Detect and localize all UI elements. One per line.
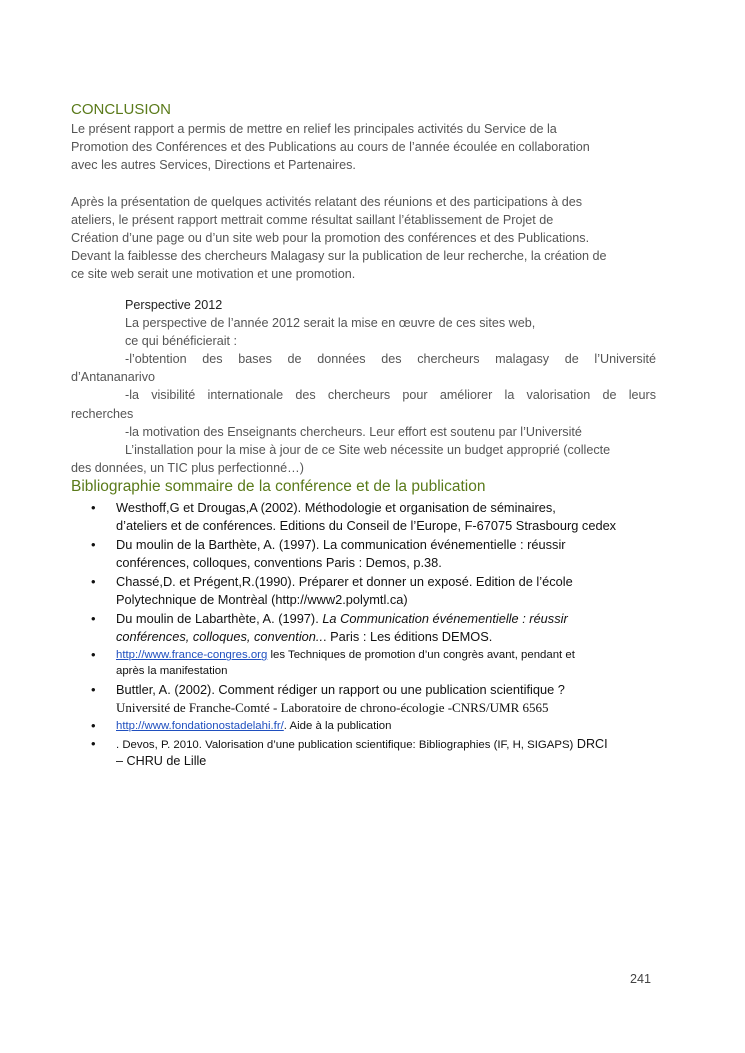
bib-text: Westhoff,G et Drougas,A (2002). Méthodologie et organisation de séminaires, [116,500,556,516]
text-line: -la visibilité internationale des chercheurs pour améliorer la valorisation de leurs [125,388,656,403]
perspective-section [71,314,656,478]
bib-text: conférences, colloques, conventions Paris : Demos, p.38. [116,555,442,571]
bib-text: Polytechnique de Montrèal (http://www2.polymtl.ca) [116,592,408,608]
list-item [71,536,656,572]
bib-text: . Devos, P. 2010. Valorisation d’une publication scientifique: Bibliographies (IF, H, SIGAPS) [116,739,574,752]
text-line: -l’obtention des bases de données des chercheurs malagasy de l’Université [125,352,656,367]
conclusion-paragraph-1 [71,120,656,175]
bib-text: Chassé,D. et Prégent,R.(1990). Préparer et donner un exposé. Edition de l’école [116,574,573,590]
text-line: Promotion des Conférences et des Publications au cours de l’année écoulée en collaboration [71,140,590,155]
text-line: des données, un TIC plus perfectionné…) [71,461,304,476]
list-item [71,610,656,646]
bib-text: après la manifestation [116,665,228,678]
text-line: ce site web serait une motivation et une promotion. [71,267,356,282]
bib-text: d’ateliers et de conférences. Editions du Conseil de l’Europe, F-67075 Strasbourg cedex [116,518,617,534]
text-line: ce qui bénéficierait : [125,333,238,348]
bib-text: DRCI [573,737,608,752]
text-line: d’Antananarivo [71,370,156,385]
text-line: Le présent rapport a permis de mettre en relief les principales activités du Service de la [71,122,557,136]
text-line: Après la présentation de quelques activités relatant des réunions et des participations à des [71,194,583,209]
text-line: Création d’une page ou d’un site web pour la promotion des conférences et des Publications. [71,231,590,246]
bib-text: Du moulin de la Barthète, A. (1997). La communication événementielle : réussir [116,537,566,553]
list-item [71,573,656,609]
list-item [71,718,656,734]
fondation-link[interactable]: http://www.fondationostadelahi.fr/ [116,720,284,733]
page-number: 241 [630,972,652,986]
bib-italic-text: conférences, colloques, convention.. [116,629,324,645]
bib-text: – CHRU de Lille [116,754,207,769]
text-line: L’installation pour la mise à jour de ce Site web nécessite un budget approprié (collecte [125,443,611,458]
bib-text: . Aide à la publication [283,720,392,733]
list-item [71,736,656,770]
bib-italic-text: La Communication événementielle : réussir [322,611,568,627]
bib-text: Du moulin de Labarthète, A. (1997). [116,611,323,627]
conclusion-heading: CONCLUSION [71,101,172,118]
list-item [71,681,656,717]
text-line: -la motivation des Enseignants chercheurs. Leur effort est soutenu par l’Université [125,424,582,439]
conclusion-paragraph-2 [71,193,656,284]
bibliography-list [71,499,656,770]
bib-text: Buttler, A. (2002). Comment rédiger un rapport ou une publication scientifique ? [116,682,565,698]
bibliography-heading: Bibliographie sommaire de la conférence et de la publication [71,478,486,496]
france-congres-link[interactable]: http://www.france-congres.org [116,649,268,662]
text-line: ateliers, le présent rapport mettrait comme résultat saillant l’établissement de Projet de [71,212,554,227]
list-item [71,647,656,679]
text-line: La perspective de l’année 2012 serait la mise en œuvre de ces sites web, [125,315,536,330]
text-line: recherches [71,406,134,421]
list-item [71,499,656,535]
bib-text: . Paris : Les éditions DEMOS. [323,629,493,645]
perspective-heading: Perspective 2012 [125,297,223,312]
bib-text: les Techniques de promotion d’un congrès avant, pendant et [267,649,575,662]
bib-text: Université de Franche-Comté - Laboratoire de chrono-écologie -CNRS/UMR 6565 [116,700,549,716]
text-line: avec les autres Services, Directions et Partenaires. [71,158,356,173]
document-page [71,100,656,772]
text-line: Devant la faiblesse des chercheurs Malagasy sur la publication de leur recherche, la création de [71,249,607,264]
